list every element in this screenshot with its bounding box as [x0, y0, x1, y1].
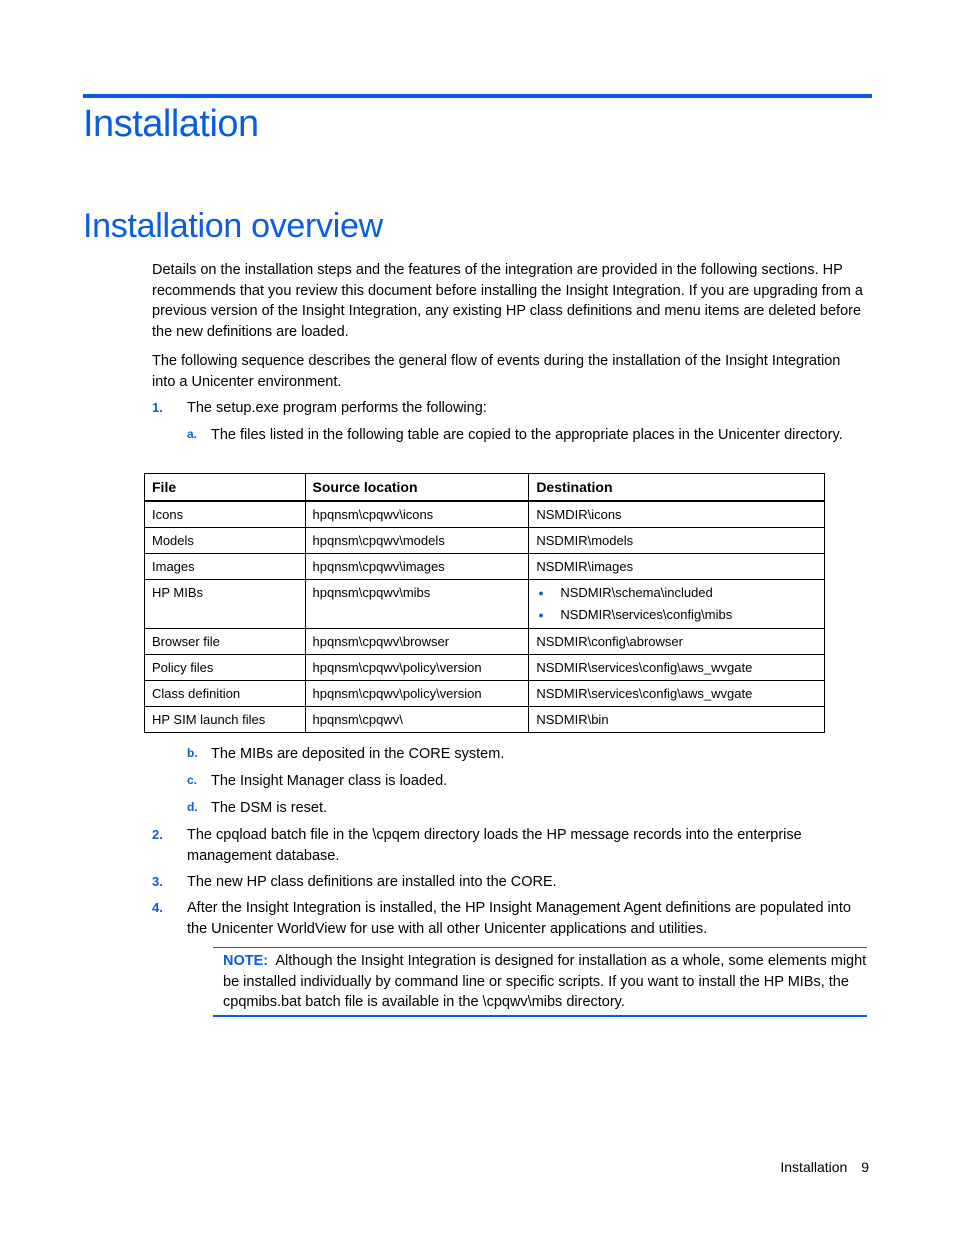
cell-source: hpqnsm\cpqwv\models	[305, 528, 529, 554]
cell-destination: NSDMIR\bin	[529, 707, 825, 733]
footer-section: Installation	[780, 1159, 848, 1175]
substep-letter: b.	[187, 746, 198, 760]
cell-file: Class definition	[145, 681, 306, 707]
note-text: Although the Insight Integration is designed for installation as a whole, some elements might be installed individually by command line or specific scripts. If you want to install the HP MIBs, the cpqmibs.bat batch file is available in the \cpqwv\mibs directory.	[223, 953, 867, 1010]
list-item: ● NSDMIR\schema\included	[536, 582, 817, 604]
cell-file: Icons	[145, 501, 306, 528]
table-row	[145, 655, 825, 681]
cell-source: hpqnsm\cpqwv\images	[305, 554, 529, 580]
intro-paragraph: Details on the installation steps and the features of the integration are provided in the following sections. HP recommends that you review this document before installing the Insight Integration. If you are upgrading from a previous version of the Insight Integration, any existing HP class definitions and menu items are deleted before the new definitions are loaded.	[152, 262, 863, 340]
file-locations-table	[144, 473, 825, 733]
cell-file: HP MIBs	[145, 580, 306, 629]
page-number: 9	[861, 1159, 869, 1175]
table-row	[145, 681, 825, 707]
cell-destination: NSDMIR\config\abrowser	[529, 629, 825, 655]
table-row	[145, 528, 825, 554]
substep-text: The MIBs are deposited in the CORE system.	[211, 746, 505, 762]
cell-file: Models	[145, 528, 306, 554]
substep-text: The DSM is reset.	[211, 800, 328, 816]
chapter-title: Installation	[83, 103, 259, 145]
destination-list	[536, 582, 817, 626]
list-item: ● NSDMIR\services\config\mibs	[536, 604, 817, 626]
cell-file: HP SIM launch files	[145, 707, 306, 733]
cell-file: Policy files	[145, 655, 306, 681]
cell-destination: NSDMIR\images	[529, 554, 825, 580]
table-row	[145, 554, 825, 580]
step-number: 2.	[152, 827, 163, 842]
cell-destination: NSDMIR\models	[529, 528, 825, 554]
column-header-destination: Destination	[529, 474, 825, 502]
table-row	[145, 629, 825, 655]
substep-letter: c.	[187, 773, 198, 787]
cell-file: Images	[145, 554, 306, 580]
cell-source: hpqnsm\cpqwv\policy\version	[305, 655, 529, 681]
column-header-source: Source location	[305, 474, 529, 502]
note-label: NOTE:	[223, 953, 269, 969]
substep-letter: a.	[187, 427, 198, 441]
substep-text: The files listed in the following table are copied to the appropriate places in the Unicenter directory.	[211, 427, 843, 443]
substep-text: The Insight Manager class is loaded.	[211, 773, 448, 789]
step-text: After the Insight Integration is installed, the HP Insight Management Agent definitions are populated into the Unicenter WorldView for use with all other Unicenter applications and utilities.	[187, 900, 851, 937]
sequence-paragraph: The following sequence describes the general flow of events during the installation of the Insight Integration into a Unicenter environment.	[152, 353, 841, 390]
page-footer	[770, 1159, 869, 1175]
cell-source: hpqnsm\cpqwv\icons	[305, 501, 529, 528]
step-number: 1.	[152, 400, 163, 415]
cell-file: Browser file	[145, 629, 306, 655]
cell-destination	[529, 580, 825, 629]
step-number: 4.	[152, 900, 163, 915]
step-number: 3.	[152, 874, 163, 889]
cell-source: hpqnsm\cpqwv\browser	[305, 629, 529, 655]
table-row	[145, 707, 825, 733]
section-title: Installation overview	[83, 207, 383, 245]
cell-destination: NSDMIR\services\config\aws_wvgate	[529, 655, 825, 681]
cell-source: hpqnsm\cpqwv\policy\version	[305, 681, 529, 707]
cell-destination: NSDMIR\services\config\aws_wvgate	[529, 681, 825, 707]
cell-source: hpqnsm\cpqwv\mibs	[305, 580, 529, 629]
substep-letter: d.	[187, 800, 198, 814]
step-text: The new HP class definitions are installed into the CORE.	[187, 874, 557, 890]
chapter-rule	[83, 94, 872, 98]
cell-destination: NSMDIR\icons	[529, 501, 825, 528]
step-text: The cpqload batch file in the \cpqem directory loads the HP message records into the enterprise management database.	[187, 827, 802, 864]
cell-source: hpqnsm\cpqwv\	[305, 707, 529, 733]
step-text: The setup.exe program performs the following:	[187, 400, 487, 416]
note-box	[213, 947, 867, 1017]
column-header-file: File	[145, 474, 306, 502]
table-row	[145, 580, 825, 629]
table-row	[145, 501, 825, 528]
table-header-row	[145, 474, 825, 502]
